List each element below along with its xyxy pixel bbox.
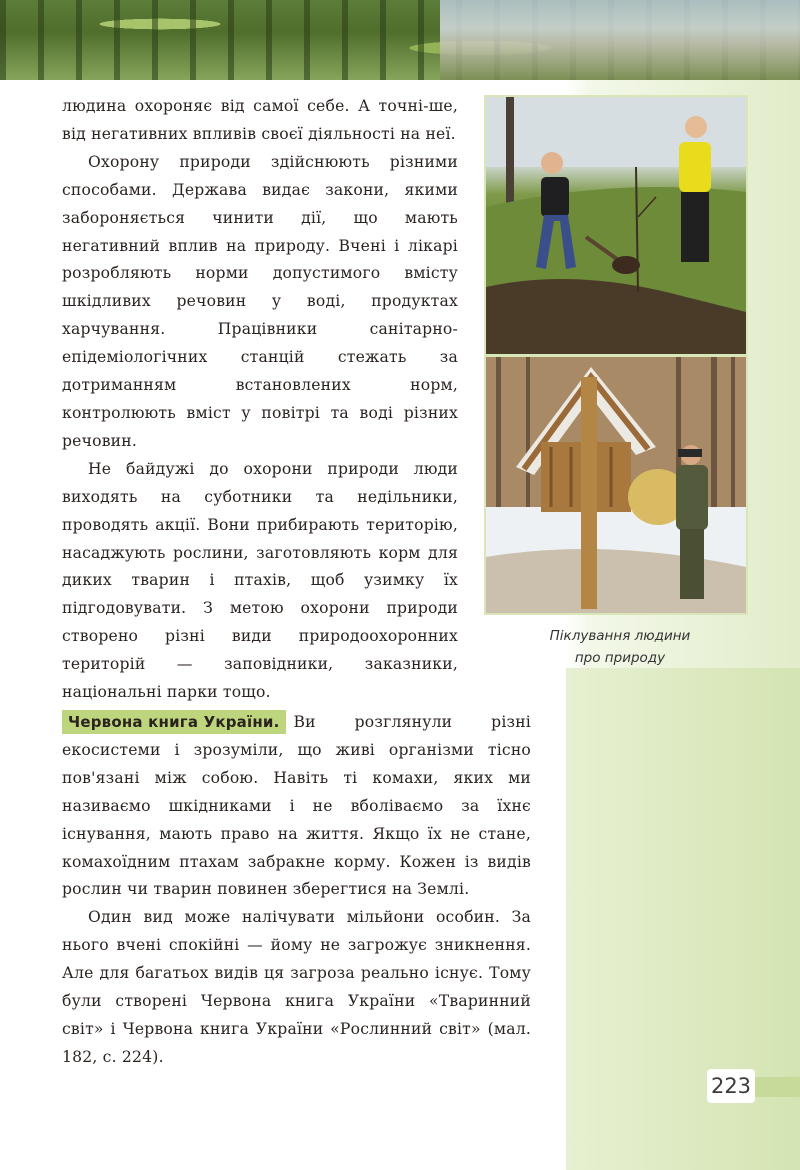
section-red-book	[62, 709, 531, 1072]
figure-caption	[520, 625, 720, 669]
page-number-bar	[755, 1077, 800, 1097]
feeder-illustration	[486, 357, 746, 613]
paragraph: Охорону природи здійснюють різними способами. Держава видає закони, якими забороняється чинити дії, що мають негативний вплив на природу. Вчені і лікарі розробляють норми допустимого вмісту шкідливих речовин у воді, продуктах харчування. Працівники санітарно-епідеміологічних станцій стежать за дотриманням встановлених норм, контролюють вміст у повітрі та воді різних речовин.	[62, 152, 458, 450]
page-number: 223	[707, 1069, 755, 1103]
tree-planting-illustration	[486, 97, 746, 354]
section-heading: Червона книга України.	[62, 710, 286, 734]
photo-tree-planting	[484, 95, 748, 356]
caption-line: про природу	[574, 650, 666, 666]
paragraph: Ви розглянули різні екосистеми і зрозуміли, що живі організми тісно пов'язані між собою. Навіть ті комахи, яких ми називаємо шкідниками і не вболіваємо за їхнє існування, мають право на життя. Якщо їх не стане, комахоїдним птахам забракне корму. Кожен із видів рослин чи тварин повинен зберегтися на Землі.	[62, 713, 531, 899]
main-text-column	[62, 93, 458, 707]
paragraph: Один вид може налічувати мільйони особин. За нього вчені спокійні — йому не загрожує зникнення. Але для багатьох видів ця загроза реально існує. Тому були створені Червона книга України «Тваринний світ» і Червона книга України «Рослинний світ» (мал. 182, с. 224).	[62, 908, 531, 1066]
header-photo-strip	[0, 0, 800, 80]
paragraph: людина охороняє від самої себе. А точні-ше, від негативних впливів своєї діяльності на неї.	[62, 97, 458, 143]
caption-line: Піклування людини	[549, 628, 691, 644]
paragraph: Не байдужі до охорони природи люди виходять на суботники та недільники, проводять акції. Вони прибирають територію, насаджують рослини, заготовляють корм для диких тварин і птахів, щоб узимку їх підгодовувати. З метою охорони природи створено різні види природоохоронних територій — заповідники, заказники, національні парки тощо.	[62, 459, 458, 702]
photo-animal-feeder	[484, 355, 748, 615]
town-image	[440, 0, 800, 80]
